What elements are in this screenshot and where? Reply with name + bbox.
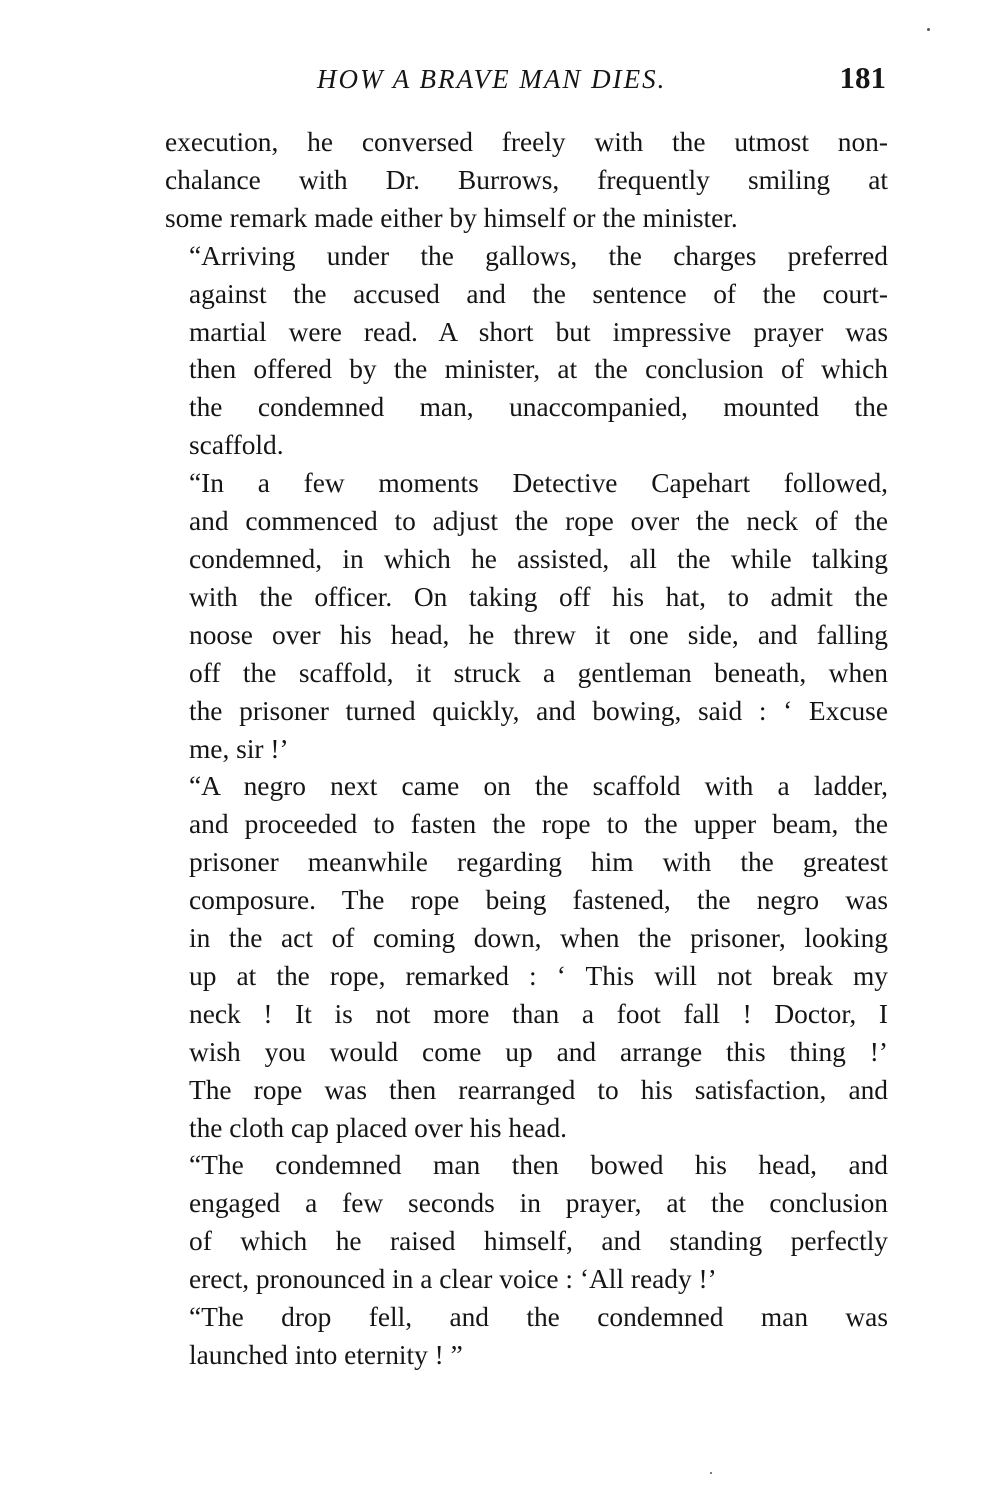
text-line: “In a few moments Detective Capehart followed, (189, 468, 888, 499)
text-line: off the scaffold, it struck a gentleman beneath, when (189, 657, 888, 688)
text-line: “A negro next came on the scaffold with a ladder, (189, 771, 888, 802)
text-line: noose over his head, he threw it one side, and falling (189, 619, 888, 650)
running-head: HOW A BRAVE MAN DIES. (317, 64, 667, 94)
text-line: The rope was then rearranged to his satisfaction, and (189, 1074, 888, 1105)
text-line: and proceeded to fasten the rope to the upper beam, the (189, 809, 888, 840)
text-line: the prisoner turned quickly, and bowing, said : ‘ Excuse (189, 695, 888, 726)
scan-speck (927, 28, 930, 31)
text-line: in the act of coming down, when the prisoner, looking (189, 923, 888, 954)
text-line: launched into eternity ! ” (189, 1340, 463, 1370)
text-line: wish you would come up and arrange this thing !’ (189, 1036, 888, 1067)
body-text (165, 124, 888, 1375)
paragraph-1 (165, 124, 888, 238)
text-line: prisoner meanwhile regarding him with the greatest (189, 847, 888, 878)
text-line: of which he raised himself, and standing perfectly (189, 1226, 888, 1257)
text-line: condemned, in which he assisted, all the while talking (189, 543, 888, 574)
text-line: with the officer. On taking off his hat, to admit the (189, 581, 888, 612)
text-line: chalance with Dr. Burrows, frequently smiling at (165, 164, 888, 195)
text-line: me, sir !’ (189, 733, 289, 764)
paragraph-5 (165, 1147, 888, 1299)
paragraph-2 (165, 238, 888, 465)
text-line: then offered by the minister, at the conclusion of which (189, 354, 888, 385)
text-line: execution, he conversed freely with the utmost non- (165, 127, 888, 157)
text-line: neck ! It is not more than a foot fall ! Doctor, I (189, 998, 888, 1029)
text-line: and commenced to adjust the rope over the neck of the (189, 506, 888, 537)
text-line: composure. The rope being fastened, the negro was (189, 885, 888, 916)
text-line: “Arriving under the gallows, the charges preferred (189, 240, 888, 271)
scan-speck (710, 1472, 712, 1474)
page-number: 181 (839, 60, 886, 95)
text-line: “The drop fell, and the condemned man was (189, 1302, 888, 1333)
text-line: up at the rope, remarked : ‘ This will not break my (189, 960, 888, 991)
page-header (165, 60, 890, 104)
text-line: some remark made either by himself or the minister. (165, 202, 738, 233)
paragraph-3 (165, 465, 888, 768)
paragraph-4 (165, 768, 888, 1147)
paragraph-6 (165, 1299, 888, 1375)
text-line: scaffold. (189, 430, 284, 461)
text-line: the cloth cap placed over his head. (189, 1112, 567, 1143)
text-line: martial were read. A short but impressive prayer was (189, 316, 888, 347)
text-line: against the accused and the sentence of the court- (189, 278, 888, 309)
text-line: the condemned man, unaccompanied, mounted the (189, 392, 888, 423)
text-line: engaged a few seconds in prayer, at the conclusion (189, 1188, 888, 1219)
text-line: erect, pronounced in a clear voice : ‘All ready !’ (189, 1264, 717, 1295)
text-line: “The condemned man then bowed his head, and (189, 1150, 888, 1181)
